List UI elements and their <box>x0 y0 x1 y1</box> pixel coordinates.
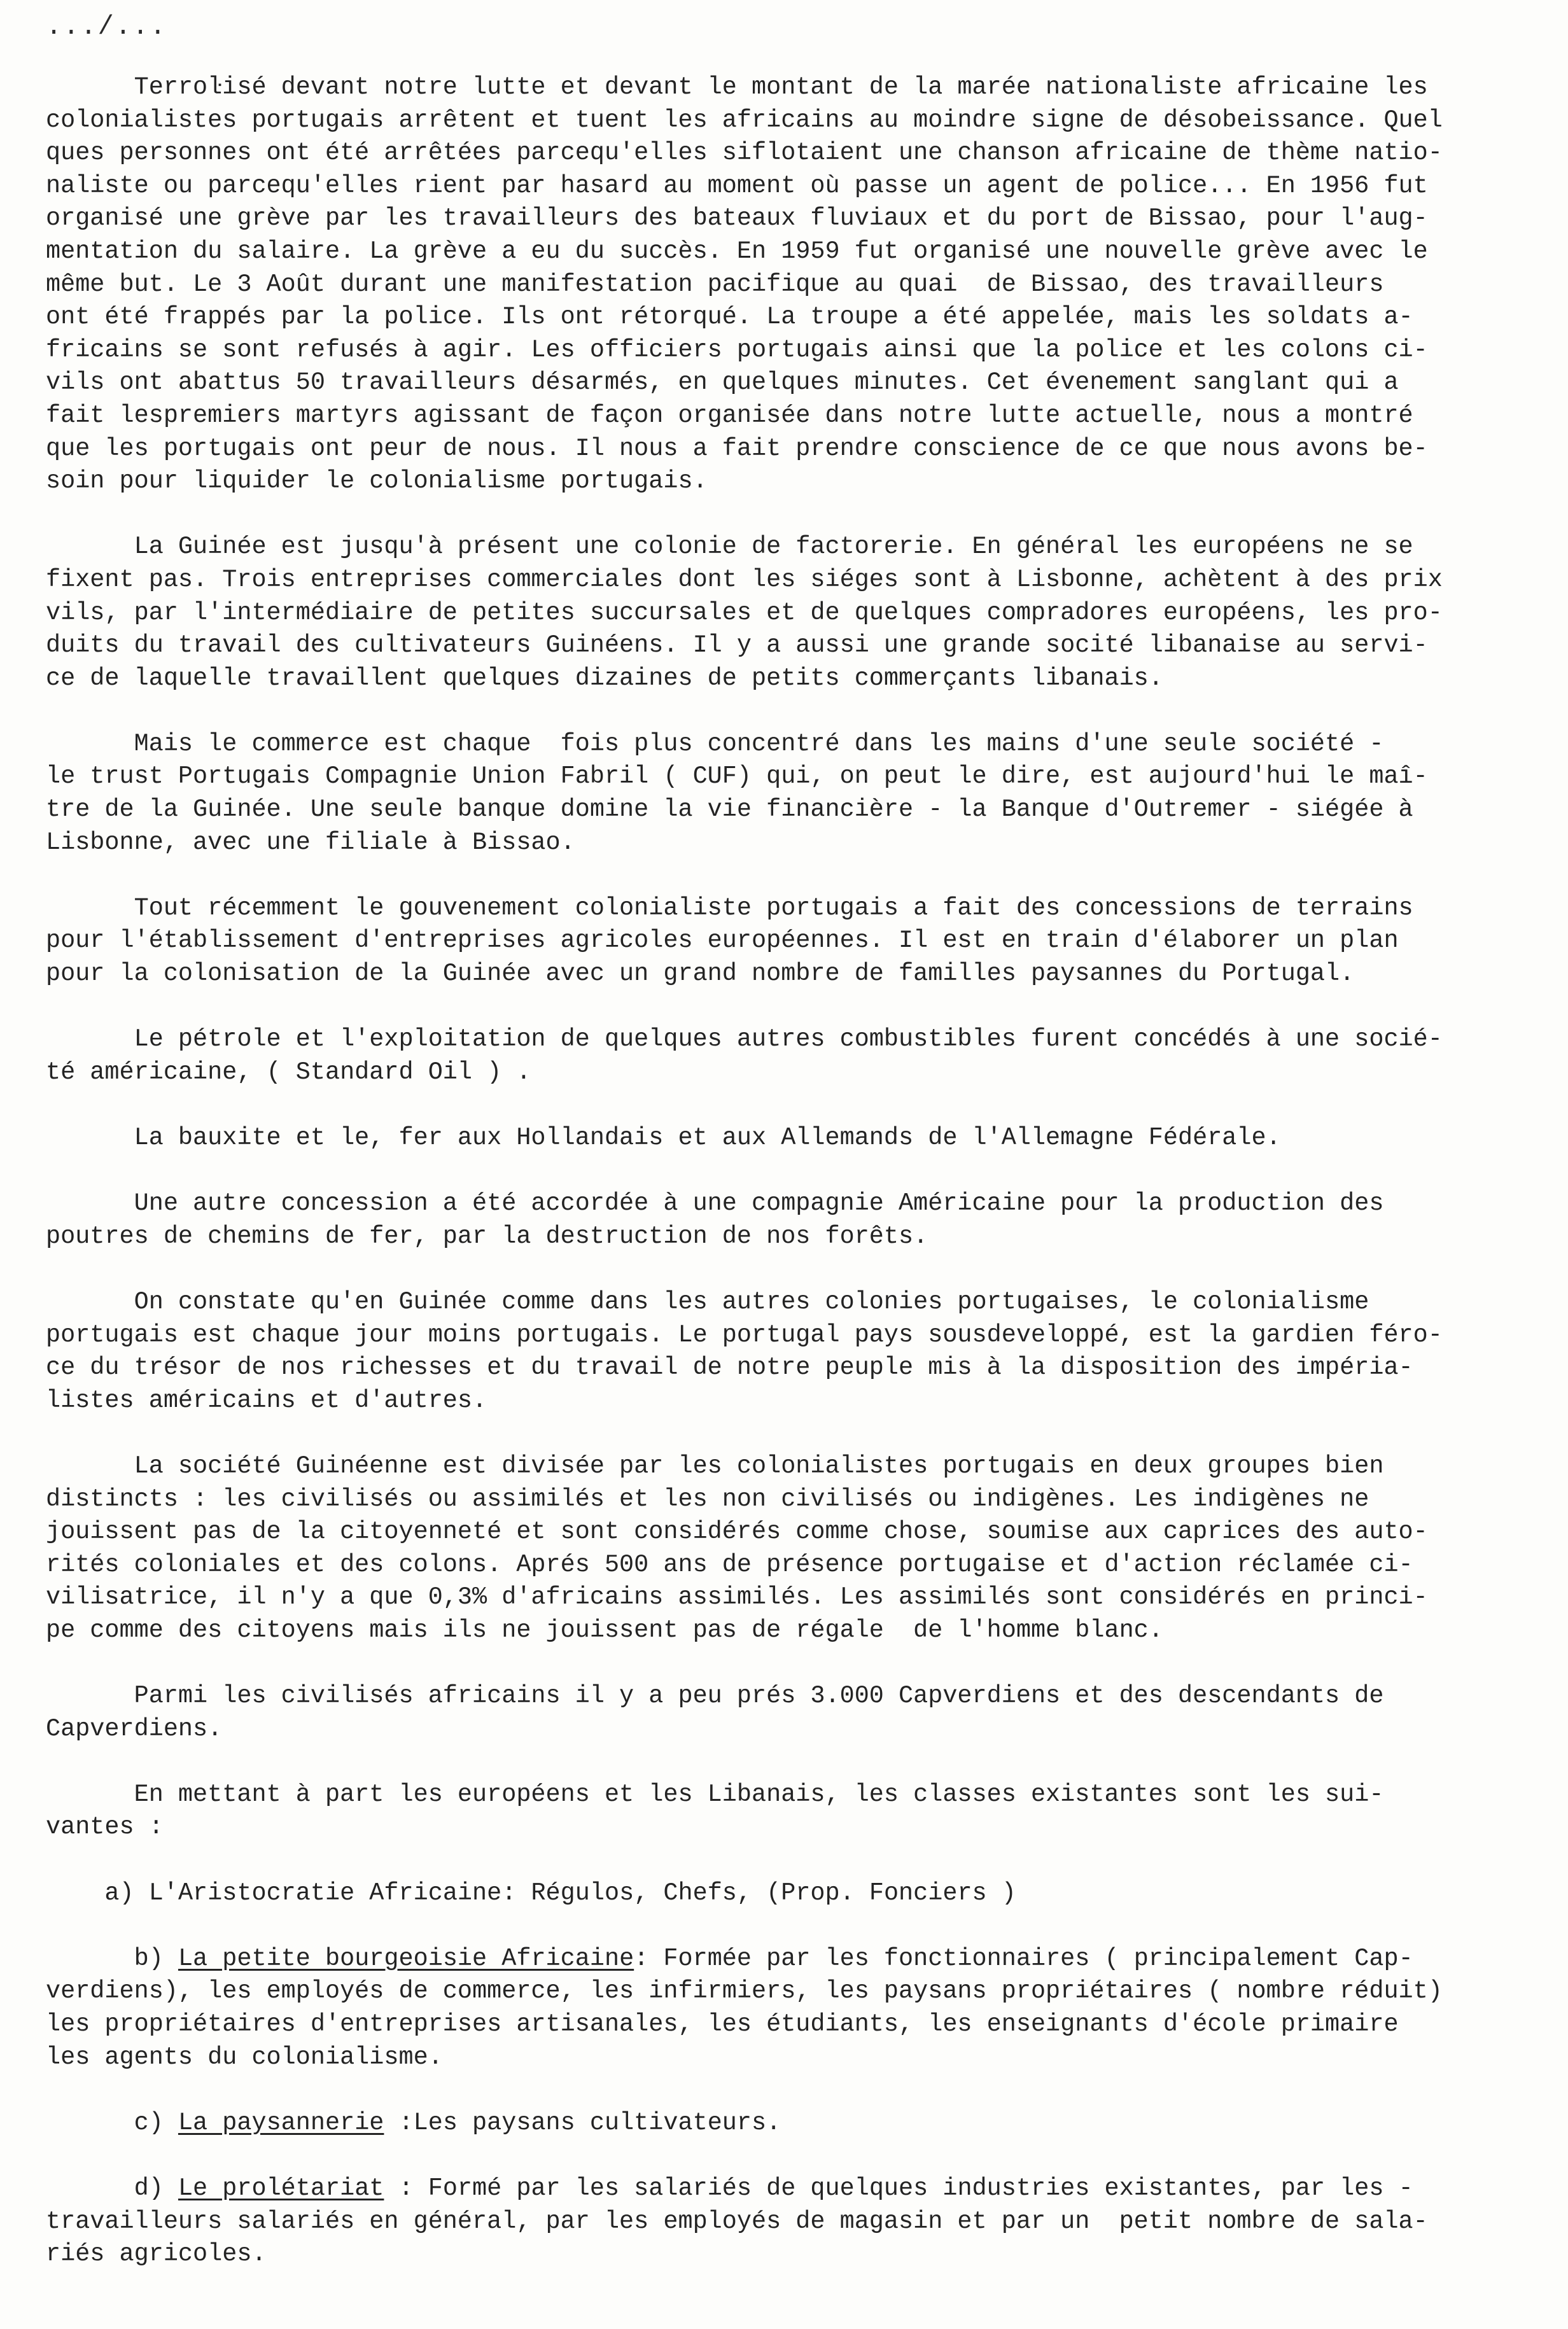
paragraph-concessions <box>46 892 1459 991</box>
text-line: rités coloniales et des colons. Aprés 500 ans de présence portugaise et d'action réclamée ci- <box>46 1550 1413 1579</box>
class-term: La paysannerie <box>178 2108 384 2137</box>
paragraph-bauxite <box>46 1122 1459 1155</box>
text-line: portugais est chaque jour moins portugais. Le portugal pays sousdeveloppé, est la gardien féro- <box>46 1320 1443 1349</box>
text-line: travailleurs salariés en général, par les employés de magasin et par un petit nombre de sala- <box>46 2207 1428 2235</box>
text-line: Une autre concession a été accordée à une compagnie Américaine pour la production des <box>46 1189 1384 1218</box>
page-continuation-mark: .../... <box>46 11 167 42</box>
class-description: :Les paysans cultivateurs. <box>384 2108 781 2137</box>
text-line: ce du trésor de nos richesses et du travail de notre peuple mis à la disposition des impéria- <box>46 1353 1413 1382</box>
text-line: vilisatrice, il n'y a que 0,3% d'africains assimilés. Les assimilés sont considérés en princi- <box>46 1583 1428 1612</box>
paragraph-classes-intro <box>46 1779 1459 1844</box>
text-line: naliste ou parcequ'elles rient par hasard au moment où passe un agent de police... En 1956 fut <box>46 171 1428 200</box>
text-line: ques personnes ont été arrêtées parcequ'elles siflotaient une chanson africaine de thème natio- <box>46 139 1443 167</box>
list-marker: d) <box>134 2174 164 2202</box>
text-line: que les portugais ont peur de nous. Il nous a fait prendre conscience de ce que nous avons be- <box>46 434 1428 463</box>
text-line: le trust Portugais Compagnie Union Fabril ( CUF) qui, on peut le dire, est aujourd'hui le maî- <box>46 762 1428 791</box>
text-line: Le pétrole et l'exploitation de quelques autres combustibles furent concédés à une socié- <box>46 1025 1443 1054</box>
class-description: : Formée par les fonctionnaires ( principalement Cap- <box>634 1944 1413 1973</box>
list-marker: c) <box>134 2108 164 2137</box>
text-line: tre de la Guinée. Une seule banque domine la vie financière - la Banque d'Outremer - siégée à <box>46 795 1413 824</box>
text-line: soin pour liquider le colonialisme portugais. <box>46 467 708 496</box>
text-line: vils ont abattus 50 travailleurs désarmés, en quelques minutes. Cet évenement sanglant qui a <box>46 368 1399 397</box>
class-term: Le prolétariat <box>178 2174 384 2202</box>
text-line: Terroŀisé devant notre lutte et devant le montant de la marée nationaliste africaine les <box>46 73 1428 101</box>
text-line <box>46 2172 1459 2206</box>
paragraph-societe <box>46 1450 1459 1647</box>
list-marker: b) <box>134 1944 164 1973</box>
document-body <box>46 71 1459 2304</box>
class-item-paysannerie <box>46 2107 1459 2140</box>
text-line <box>46 2107 1459 2140</box>
text-line: listes américains et d'autres. <box>46 1386 487 1415</box>
text-line: Lisbonne, avec une filiale à Bissao. <box>46 828 575 857</box>
text-line: verdiens), les employés de commerce, les infirmiers, les paysans propriétaires ( nombre réduit) <box>46 1977 1443 2006</box>
text-line <box>46 1943 1459 1976</box>
text-line: colonialistes portugais arrêtent et tuent les africains au moindre signe de désobeissance. Quel <box>46 106 1443 134</box>
text-line: vils, par l'intermédiaire de petites succursales et de quelques compradores européens, les pro- <box>46 598 1443 627</box>
paragraph-capverdiens <box>46 1680 1459 1745</box>
text-line: organisé une grève par les travailleurs des bateaux fluviaux et du port de Bissao, pour l'aug- <box>46 204 1428 233</box>
text-line: même but. Le 3 Août durant une manifestation pacifique au quai de Bissao, des travailleurs <box>46 270 1384 298</box>
text-line: riés agricoles. <box>46 2240 267 2269</box>
paragraph-factorerie <box>46 531 1459 695</box>
class-description: L'Aristocratie Africaine: Régulos, Chefs, (Prop. Fonciers ) <box>148 1878 1016 1907</box>
text-line: La bauxite et le, fer aux Hollandais et aux Allemands de l'Allemagne Fédérale. <box>46 1124 1281 1152</box>
text-line: pour la colonisation de la Guinée avec un grand nombre de familles paysannes du Portugal. <box>46 960 1355 988</box>
paragraph-constat <box>46 1286 1459 1417</box>
text-line: pour l'établissement d'entreprises agricoles européennes. Il est en train d'élaborer un plan <box>46 927 1399 955</box>
text-line: mentation du salaire. La grève a eu du succès. En 1959 fut organisé une nouvelle grève avec le <box>46 237 1428 265</box>
text-line: La société Guinéenne est divisée par les colonialistes portugais en deux groupes bien <box>46 1451 1384 1480</box>
class-item-petite-bourgeoisie <box>46 1943 1459 2074</box>
text-line: té américaine, ( Standard Oil ) . <box>46 1058 531 1086</box>
class-item-proletariat <box>46 2172 1459 2271</box>
class-term: La petite bourgeoisie Africaine <box>178 1944 634 1973</box>
text-line: La Guinée est jusqu'à présent une colonie de factorerie. En général les européens ne se <box>46 533 1413 561</box>
paragraph-repression <box>46 71 1459 498</box>
paragraph-poutres <box>46 1187 1459 1253</box>
text-line <box>46 1877 1459 1910</box>
text-line: fixent pas. Trois entreprises commerciales dont les siéges sont à Lisbonne, achètent à des prix <box>46 565 1443 594</box>
text-line: fricains se sont refusés à agir. Les officiers portugais ainsi que la police et les colons ci- <box>46 335 1428 364</box>
paragraph-petrole <box>46 1023 1459 1089</box>
text-line: les propriétaires d'entreprises artisanales, les étudiants, les enseignants d'école primaire <box>46 2010 1399 2039</box>
text-line: les agents du colonialisme. <box>46 2043 443 2071</box>
text-line: Capverdiens. <box>46 1714 223 1743</box>
text-line: duits du travail des cultivateurs Guinéens. Il y a aussi une grande socité libanaise au servi- <box>46 631 1428 660</box>
text-line: pe comme des citoyens mais ils ne jouissent pas de régale de l'homme blanc. <box>46 1616 1163 1644</box>
text-line: distincts : les civilisés ou assimilés et les non civilisés ou indigènes. Les indigènes ne <box>46 1485 1369 1513</box>
class-item-aristocratie <box>46 1877 1459 1910</box>
class-description: : Formé par les salariés de quelques industries existantes, par les - <box>384 2174 1413 2202</box>
text-line: ce de laquelle travaillent quelques dizaines de petits commerçants libanais. <box>46 664 1163 692</box>
text-line: En mettant à part les européens et les Libanais, les classes existantes sont les sui- <box>46 1780 1384 1808</box>
text-line: poutres de chemins de fer, par la destruction de nos forêts. <box>46 1222 928 1250</box>
text-line: Tout récemment le gouvenement colonialiste portugais a fait des concessions de terrains <box>46 893 1413 922</box>
text-line: Parmi les civilisés africains il y a peu prés 3.000 Capverdiens et des descendants de <box>46 1682 1384 1710</box>
text-line: On constate qu'en Guinée comme dans les autres colonies portugaises, le colonialisme <box>46 1287 1369 1316</box>
text-line: jouissent pas de la citoyenneté et sont considérés comme chose, soumise aux caprices des auto- <box>46 1518 1428 1546</box>
paragraph-commerce <box>46 728 1459 859</box>
text-line: fait lespremiers martyrs agissant de façon organisée dans notre lutte actuelle, nous a montré <box>46 401 1413 430</box>
list-marker: a) <box>104 1878 134 1907</box>
text-line: Mais le commerce est chaque fois plus concentré dans les mains d'une seule société - <box>46 729 1384 758</box>
text-line: vantes : <box>46 1813 164 1842</box>
text-line: ont été frappés par la police. Ils ont rétorqué. La troupe a été appelée, mais les soldats a- <box>46 303 1413 332</box>
